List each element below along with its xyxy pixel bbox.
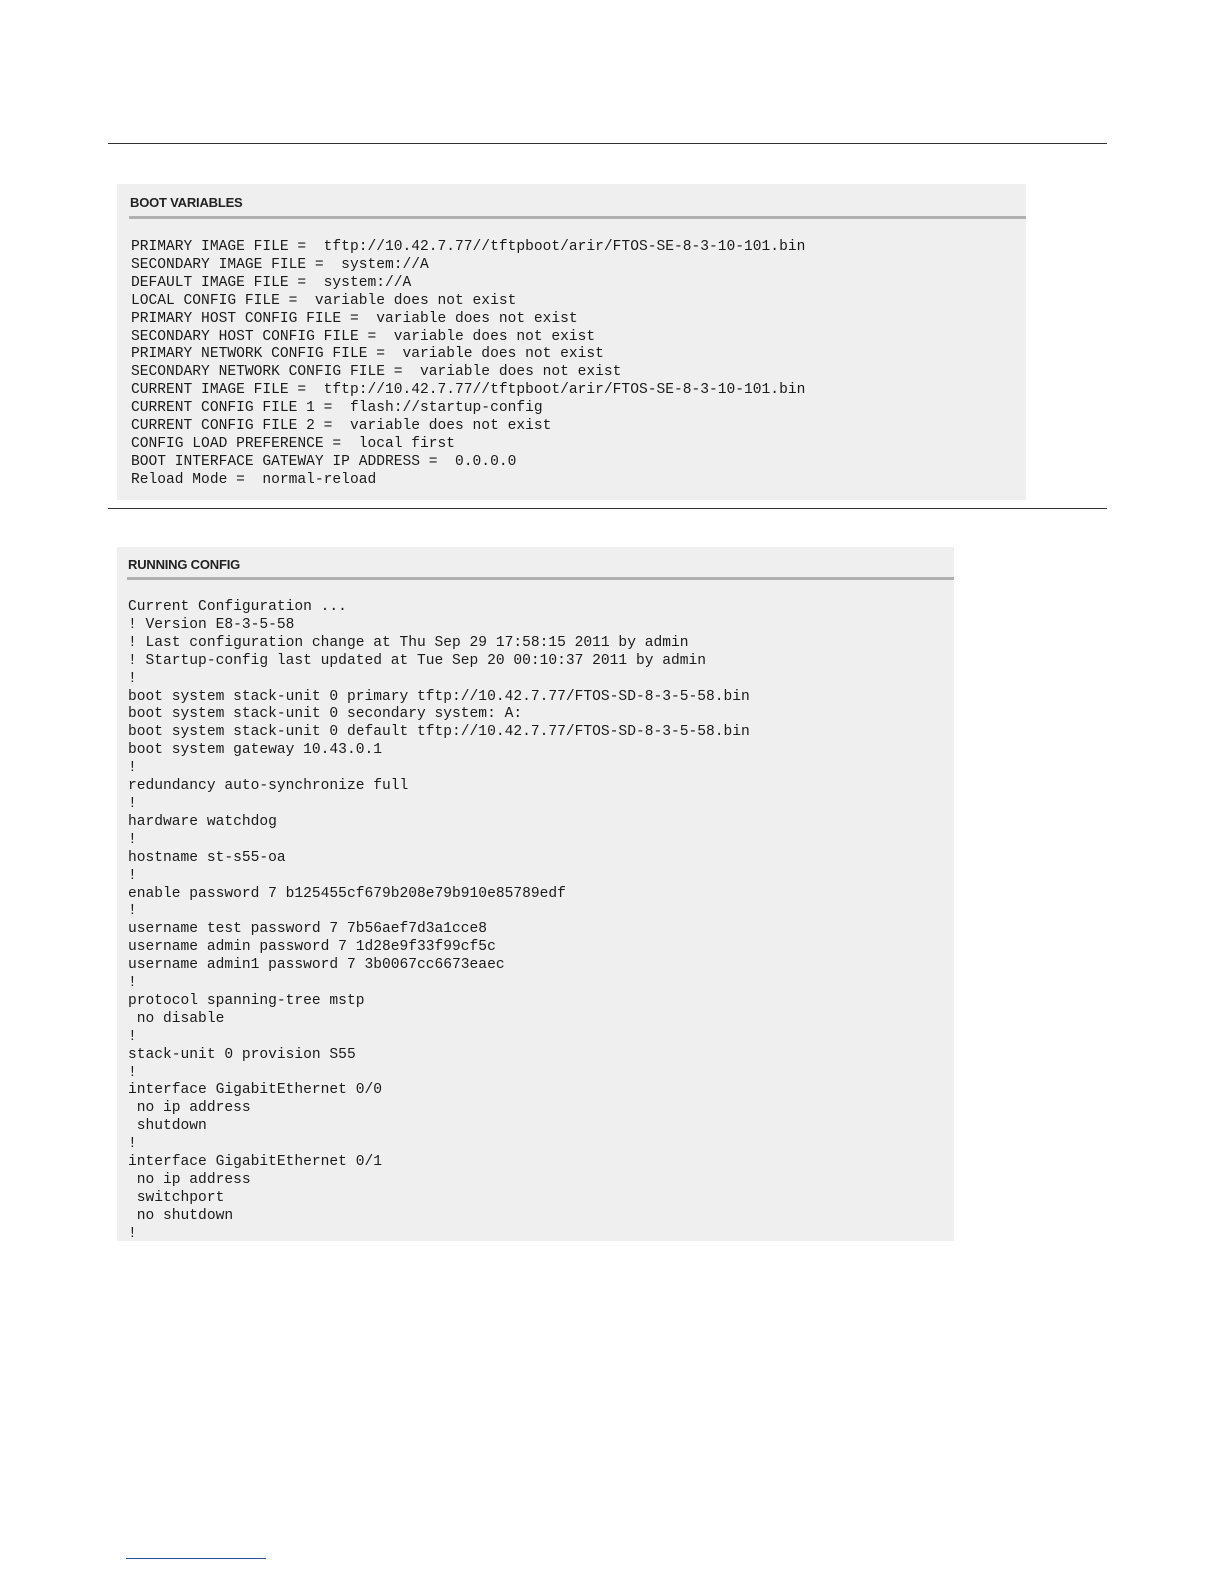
boot-variables-output [131,239,805,490]
footnote-separator [126,1558,266,1559]
config-line: shutdown [128,1118,207,1135]
config-line: ! Version E8-3-5-58 [128,616,295,633]
boot-line: PRIMARY NETWORK CONFIG FILE = variable does not exist [131,346,604,363]
config-line: ! [128,760,137,777]
config-line: username test password 7 7b56aef7d3a1cce8 [128,921,488,938]
config-line: no shutdown [128,1207,234,1224]
config-line: ! [128,903,137,920]
config-line: redundancy auto-synchronize full [128,778,409,795]
top-horizontal-rule [108,143,1107,144]
config-line: hostname st-s55-oa [128,849,286,866]
config-line: no disable [128,1010,225,1027]
config-line: boot system stack-unit 0 primary tftp://10.42.7.77/FTOS-SD-8-3-5-58.bin [128,688,750,705]
boot-line: SECONDARY IMAGE FILE = system://A [131,256,429,273]
boot-line: LOCAL CONFIG FILE = variable does not exist [131,292,517,309]
running-config-divider [127,577,954,580]
config-line: ! [128,670,137,687]
boot-line: Reload Mode = normal-reload [131,471,377,488]
config-line: username admin password 7 1d28e9f33f99cf5c [128,939,496,956]
boot-variables-title: BOOT VARIABLES [130,195,243,210]
config-line: hardware watchdog [128,813,277,830]
config-line: boot system gateway 10.43.0.1 [128,742,382,759]
config-line: ! [128,795,137,812]
config-line: ! [128,1028,137,1045]
boot-line: CURRENT CONFIG FILE 2 = variable does not exist [131,418,552,435]
config-line: ! Last configuration change at Thu Sep 29 17:58:15 2011 by admin [128,634,689,651]
config-line: ! Startup-config last updated at Tue Sep 20 00:10:37 2011 by admin [128,652,707,669]
config-line: boot system stack-unit 0 default tftp://10.42.7.77/FTOS-SD-8-3-5-58.bin [128,724,750,741]
running-config-output [128,599,750,1241]
config-line: no ip address [128,1100,251,1117]
config-line: no ip address [128,1172,251,1188]
config-line: enable password 7 b125455cf679b208e79b910e85789edf [128,885,566,902]
boot-line: CURRENT IMAGE FILE = tftp://10.42.7.77//tftpboot/arir/FTOS-SE-8-3-10-101.bin [131,382,806,399]
config-line: ! [128,1225,137,1241]
boot-variables-panel [117,184,1026,500]
boot-line: SECONDARY NETWORK CONFIG FILE = variable does not exist [131,364,622,381]
config-line: ! [128,1136,137,1153]
boot-line: CONFIG LOAD PREFERENCE = local first [131,435,456,452]
config-line: username admin1 password 7 3b0067cc6673eaec [128,957,505,974]
middle-horizontal-rule [108,508,1107,509]
boot-line: SECONDARY HOST CONFIG FILE = variable does not exist [131,328,596,345]
config-line: ! [128,975,137,992]
config-line: switchport [128,1189,225,1206]
boot-line: PRIMARY IMAGE FILE = tftp://10.42.7.77//tftpboot/arir/FTOS-SE-8-3-10-101.bin [131,239,806,255]
boot-line: PRIMARY HOST CONFIG FILE = variable does not exist [131,310,578,327]
config-line: Current Configuration ... [128,599,347,615]
config-line: ! [128,831,137,848]
config-line: stack-unit 0 provision S55 [128,1046,356,1063]
boot-variables-divider [129,216,1026,219]
config-line: interface GigabitEthernet 0/1 [128,1154,382,1171]
running-config-title: RUNNING CONFIG [128,557,241,572]
boot-line: CURRENT CONFIG FILE 1 = flash://startup-config [131,400,543,417]
config-line: ! [128,1064,137,1081]
config-line: protocol spanning-tree mstp [128,992,365,1009]
config-line: ! [128,867,137,884]
config-line: interface GigabitEthernet 0/0 [128,1082,382,1099]
boot-line: DEFAULT IMAGE FILE = system://A [131,274,412,291]
config-line: boot system stack-unit 0 secondary system: A: [128,706,523,723]
running-config-panel [117,547,954,1241]
boot-line: BOOT INTERFACE GATEWAY IP ADDRESS = 0.0.0.0 [131,453,517,470]
